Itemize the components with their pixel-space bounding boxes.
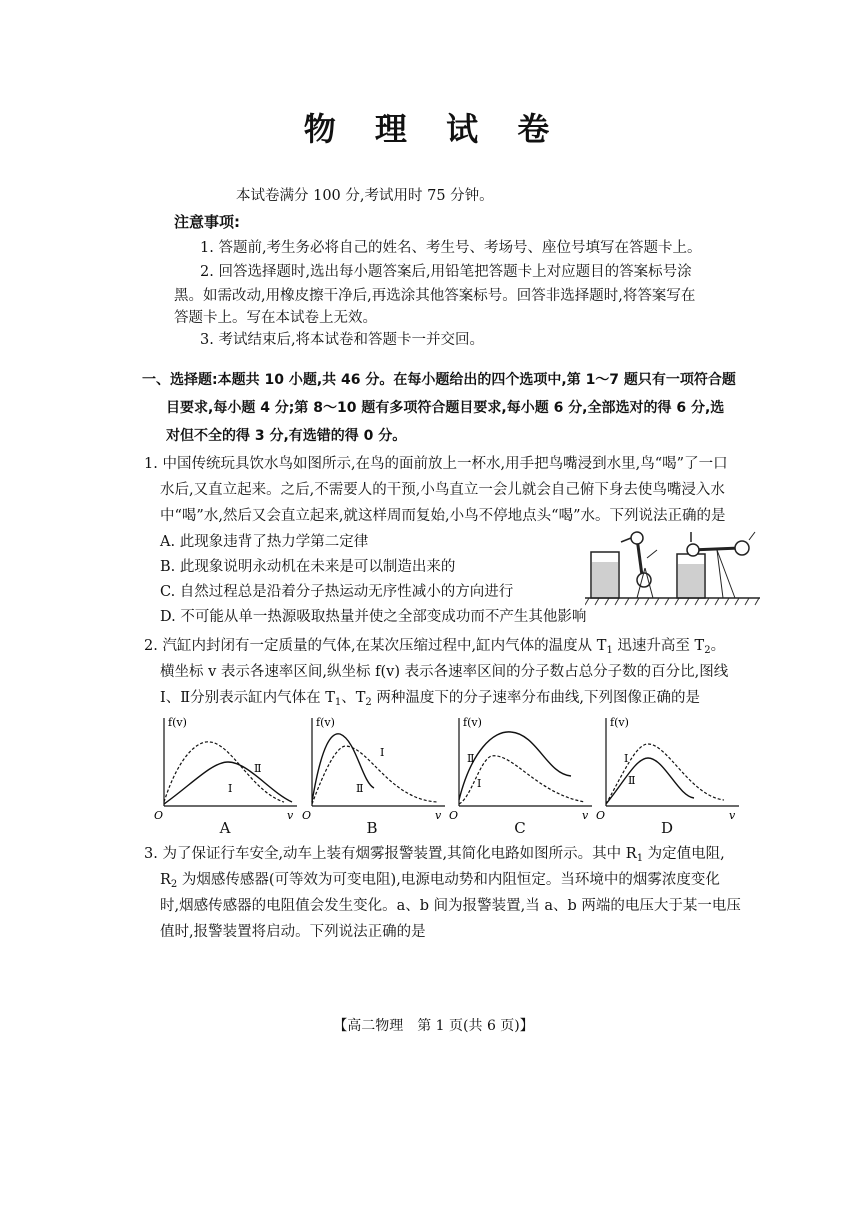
origin-label: O <box>154 809 164 822</box>
curve-i-label: Ⅰ <box>228 782 233 795</box>
curve-i-label: Ⅰ <box>624 752 629 765</box>
curve-ii-label: Ⅱ <box>356 782 364 795</box>
q3-stem: 时,烟感传感器的电阻值会发生变化。a、b 间为报警装置,当 a、b 两端的电压大于某一电压 <box>160 898 741 914</box>
graph-a-label: A <box>219 819 231 837</box>
q1-option-d: D. 不可能从单一热源吸取热量并使之全部变成功而不产生其他影响 <box>160 609 587 625</box>
origin-label: O <box>449 809 459 822</box>
section-heading: 目要求,每小题 4 分;第 8～10 题有多项符合题目要求,每小题 6 分,全部选对的得 6 分,选 <box>166 400 725 416</box>
notice-line: 2. 回答选择题时,选出每小题答案后,用铅笔把答题卡上对应题目的答案标号涂 <box>200 264 692 280</box>
section-heading: 一、选择题:本题共 10 小题,共 46 分。在每小题给出的四个选项中,第 1～7 题只有一项符合题 <box>142 372 736 388</box>
q1-stem: 中“喝”水,然后又会直立起来,就这样周而复始,小鸟不停地点头“喝”水。下列说法正确的是 <box>160 508 726 524</box>
q2-stem: Ⅰ、Ⅱ分别表示缸内气体在 $T_1$、$T_2$ 两种温度下的分子速率分布曲线,下列图像正确的是 <box>160 690 701 708</box>
exam-info: 本试卷满分 100 分,考试用时 75 分钟。 <box>236 188 494 204</box>
curve-ii-label: Ⅱ <box>467 752 475 765</box>
origin-label: O <box>596 809 606 822</box>
notice-line: 黑。如需改动,用橡皮擦干净后,再选涂其他答案标号。回答非选择题时,将答案写在 <box>174 288 696 304</box>
curve-ii-label: Ⅱ <box>254 762 262 775</box>
section-heading: 对但不全的得 3 分,有选错的得 0 分。 <box>166 428 407 444</box>
page-title: 物 理 试 卷 <box>303 110 564 148</box>
q2-stem: 2. 汽缸内封闭有一定质量的气体,在某次压缩过程中,缸内气体的温度从 $T_1$ 迅速升高至 $T_2$。 <box>144 638 726 656</box>
graph-d-label: D <box>660 819 674 837</box>
drinking-bird-figure <box>585 528 760 606</box>
notice-heading: 注意事项: <box>174 213 240 231</box>
origin-label: O <box>302 809 312 822</box>
q1-option-b: B. 此现象说明永动机在未来是可以制造出来的 <box>160 559 456 575</box>
page-footer: 【高二物理 第 1 页(共 6 页)】 <box>333 1018 534 1034</box>
q1-option-a: A. 此现象违背了热力学第二定律 <box>160 534 369 550</box>
x-axis-label: v <box>435 809 442 822</box>
q3-stem: 3. 为了保证行车安全,动车上装有烟雾报警装置,其简化电路如图所示。其中 $R_1$ 为定值电阻, <box>144 846 725 864</box>
y-axis-label: f(v) <box>168 716 187 729</box>
q1-option-c: C. 自然过程总是沿着分子热运动无序性减小的方向进行 <box>160 584 514 600</box>
curve-i-label: Ⅰ <box>380 746 385 759</box>
graph-d <box>594 712 744 822</box>
q2-stem: 横坐标 v 表示各速率区间,纵坐标 f(v) 表示各速率区间的分子数占总分子数的百分比,图线 <box>160 664 729 680</box>
x-axis-label: v <box>729 809 736 822</box>
q3-stem: $R_2$ 为烟感传感器(可等效为可变电阻),电源电动势和内阻恒定。当环境中的烟雾浓度变化 <box>160 872 720 890</box>
curve-i-label: Ⅰ <box>477 777 482 790</box>
notice-line: 3. 考试结束后,将本试卷和答题卡一并交回。 <box>200 332 485 348</box>
notice-line: 1. 答题前,考生务必将自己的姓名、考生号、考场号、座位号填写在答题卡上。 <box>200 240 702 256</box>
graph-b <box>300 712 450 822</box>
x-axis-label: v <box>287 809 294 822</box>
y-axis-label: f(v) <box>463 716 482 729</box>
graph-c <box>447 712 597 822</box>
q1-stem: 1. 中国传统玩具饮水鸟如图所示,在鸟的面前放上一杯水,用手把鸟嘴浸到水里,鸟“喝”了一口 <box>144 456 728 472</box>
notice-line: 答题卡上。写在本试卷上无效。 <box>174 310 377 326</box>
graph-c-label: C <box>514 819 526 837</box>
x-axis-label: v <box>582 809 589 822</box>
graph-a <box>152 712 302 822</box>
q3-stem: 值时,报警装置将启动。下列说法正确的是 <box>160 924 426 940</box>
curve-ii-label: Ⅱ <box>628 774 636 787</box>
y-axis-label: f(v) <box>610 716 629 729</box>
y-axis-label: f(v) <box>316 716 335 729</box>
graph-b-label: B <box>366 819 378 837</box>
q1-stem: 水后,又直立起来。之后,不需要人的干预,小鸟直立一会儿就会自己俯下身去使鸟嘴浸入水 <box>160 482 725 498</box>
